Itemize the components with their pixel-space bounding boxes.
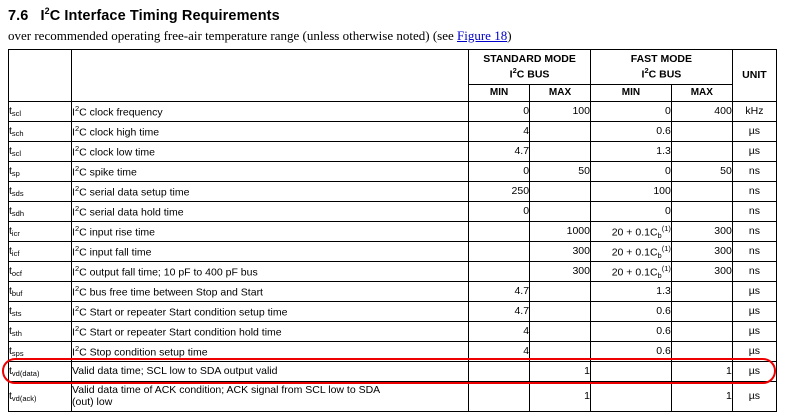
cell-symbol: $t_{sp}$ <box>9 161 72 181</box>
cell-std-min <box>469 241 530 261</box>
standard-mode-line2-pre: I <box>509 68 513 81</box>
subtitle-pre: over recommended operating free-air temperature range (unless otherwise noted) (see <box>8 27 458 43</box>
cell-fast-min: 0 <box>590 101 671 121</box>
cell-unit: ns <box>732 261 776 281</box>
cell-unit: µs <box>732 361 776 381</box>
cell-fast-min: 100 <box>590 181 671 201</box>
fast-mode-line1: FAST MODE <box>630 53 693 66</box>
header-blank-sym <box>9 49 72 101</box>
cell-std-max <box>530 201 591 221</box>
cell-description: $I^2C$ serial data setup time <box>72 181 469 201</box>
cell-symbol: $t_{buf}$ <box>9 281 72 301</box>
section-subtitle <box>8 28 777 44</box>
cell-fast-max <box>671 281 732 301</box>
section-title-post: C Interface Timing Requirements <box>49 7 280 24</box>
cell-std-max <box>530 321 591 341</box>
cell-symbol: $t_{icf}$ <box>9 241 72 261</box>
cell-std-max <box>530 281 591 301</box>
cell-fast-max: 1 <box>671 361 732 381</box>
cell-description: $I^2C$ output fall time; 10 pF to 400 pF bus <box>72 261 469 281</box>
cell-unit: µs <box>732 141 776 161</box>
fast-mode-line2-pre: I <box>641 68 645 81</box>
cell-symbol: $t_{scl}$ <box>9 141 72 161</box>
cell-fast-min: $20 + 0.1C_b^{(1)}$ <box>590 241 671 261</box>
cell-unit: µs <box>732 341 776 361</box>
cell-description: $I^2C$ clock frequency <box>72 101 469 121</box>
timing-requirements-table <box>8 49 777 412</box>
cell-symbol: $t_{ocf}$ <box>9 261 72 281</box>
section-heading <box>8 6 777 24</box>
cell-description: $I^2C$ serial data hold time <box>72 201 469 221</box>
cell-symbol: $t_{sth}$ <box>9 321 72 341</box>
table-row <box>9 121 777 141</box>
table-row <box>9 161 777 181</box>
cell-symbol: $t_{vd(ack)}$ <box>9 381 72 411</box>
cell-fast-min: 0.6 <box>590 341 671 361</box>
cell-symbol: $t_{sps}$ <box>9 341 72 361</box>
cell-unit: µs <box>732 381 776 411</box>
cell-fast-min: 0.6 <box>590 321 671 341</box>
cell-symbol: $t_{vd(data)}$ <box>9 361 72 381</box>
cell-fast-max <box>671 141 732 161</box>
cell-std-max: 1 <box>530 361 591 381</box>
cell-std-max: 1000 <box>530 221 591 241</box>
cell-symbol: $t_{sdh}$ <box>9 201 72 221</box>
table-row <box>9 301 777 321</box>
standard-mode-line1: STANDARD MODE <box>483 53 576 66</box>
cell-std-min: 0 <box>469 101 530 121</box>
cell-std-min: 4.7 <box>469 141 530 161</box>
table-row <box>9 221 777 241</box>
table-row <box>9 321 777 341</box>
cell-fast-min: $20 + 0.1C_b^{(1)}$ <box>590 221 671 241</box>
cell-description: $I^2C$ input fall time <box>72 241 469 261</box>
table-row <box>9 281 777 301</box>
cell-fast-min <box>590 361 671 381</box>
figure-18-link[interactable]: Figure 18 <box>457 27 508 43</box>
cell-fast-min: 1.3 <box>590 141 671 161</box>
table-row <box>9 241 777 261</box>
cell-std-min <box>469 381 530 411</box>
cell-unit: ns <box>732 161 776 181</box>
cell-fast-max: 400 <box>671 101 732 121</box>
table-row-last <box>9 381 777 411</box>
cell-std-min: 4 <box>469 341 530 361</box>
cell-fast-max: 50 <box>671 161 732 181</box>
cell-symbol: $t_{scl}$ <box>9 101 72 121</box>
cell-std-max: 300 <box>530 241 591 261</box>
cell-description: $I^2C$ clock high time <box>72 121 469 141</box>
cell-std-max: 50 <box>530 161 591 181</box>
cell-description: $I^2C$ input rise time <box>72 221 469 241</box>
cell-symbol: $t_{icr}$ <box>9 221 72 241</box>
table-row <box>9 341 777 361</box>
cell-std-max <box>530 121 591 141</box>
cell-std-min: 0 <box>469 161 530 181</box>
cell-symbol: $t_{sts}$ <box>9 301 72 321</box>
cell-std-max: 1 <box>530 381 591 411</box>
header-std-max: MAX <box>530 84 591 101</box>
cell-fast-min: $20 + 0.1C_b^{(1)}$ <box>590 261 671 281</box>
cell-fast-min: 0.6 <box>590 121 671 141</box>
cell-std-max: 100 <box>530 101 591 121</box>
table-row-highlighted <box>9 361 777 381</box>
cell-fast-max <box>671 121 732 141</box>
header-fast-mode <box>590 49 732 84</box>
cell-fast-min <box>590 381 671 411</box>
cell-unit: ns <box>732 221 776 241</box>
header-unit: UNIT <box>732 49 776 101</box>
cell-symbol: $t_{sch}$ <box>9 121 72 141</box>
standard-mode-line2-sup: 2 <box>512 66 517 76</box>
cell-fast-max <box>671 341 732 361</box>
cell-description: Valid data time; SCL low to SDA output valid <box>72 361 469 381</box>
cell-unit: µs <box>732 281 776 301</box>
cell-fast-max <box>671 301 732 321</box>
table-row <box>9 141 777 161</box>
cell-std-min <box>469 221 530 241</box>
cell-fast-max <box>671 321 732 341</box>
cell-fast-min: 0 <box>590 201 671 221</box>
cell-unit: ns <box>732 241 776 261</box>
cell-unit: µs <box>732 121 776 141</box>
cell-std-max <box>530 181 591 201</box>
cell-fast-max: 300 <box>671 241 732 261</box>
cell-description: $I^2C$ Start or repeater Start condition hold time <box>72 321 469 341</box>
cell-fast-max: 300 <box>671 261 732 281</box>
cell-description: $I^2C$ Start or repeater Start condition setup time <box>72 301 469 321</box>
table-body <box>9 101 777 411</box>
header-std-min: MIN <box>469 84 530 101</box>
cell-std-min <box>469 361 530 381</box>
section-title-sup: 2 <box>44 6 50 16</box>
fast-mode-line2-post: C BUS <box>648 68 682 81</box>
header-fast-min: MIN <box>590 84 671 101</box>
cell-description: $I^2C$ spike time <box>72 161 469 181</box>
cell-fast-max <box>671 181 732 201</box>
cell-fast-max: 300 <box>671 221 732 241</box>
cell-std-min: 0 <box>469 201 530 221</box>
cell-std-min: 4 <box>469 321 530 341</box>
cell-description: $I^2C$ bus free time between Stop and Start <box>72 281 469 301</box>
cell-fast-min: 0.6 <box>590 301 671 321</box>
cell-std-max <box>530 141 591 161</box>
cell-std-min <box>469 261 530 281</box>
cell-unit: ns <box>732 181 776 201</box>
table-row <box>9 201 777 221</box>
cell-fast-max <box>671 201 732 221</box>
cell-fast-min: 0 <box>590 161 671 181</box>
fast-mode-line2-sup: 2 <box>644 66 649 76</box>
table-row <box>9 261 777 281</box>
cell-std-min: 250 <box>469 181 530 201</box>
header-standard-mode <box>469 49 591 84</box>
cell-fast-min: 1.3 <box>590 281 671 301</box>
cell-std-min: 4 <box>469 121 530 141</box>
cell-unit: kHz <box>732 101 776 121</box>
cell-description: $I^2C$ clock low time <box>72 141 469 161</box>
header-fast-max: MAX <box>671 84 732 101</box>
cell-unit: µs <box>732 301 776 321</box>
section-number: 7.6 <box>8 7 29 24</box>
section-title-pre: I <box>40 7 45 24</box>
cell-unit: µs <box>732 321 776 341</box>
standard-mode-line2-post: C BUS <box>516 68 550 81</box>
cell-std-min: 4.7 <box>469 301 530 321</box>
cell-std-min: 4.7 <box>469 281 530 301</box>
header-blank-desc <box>72 49 469 101</box>
cell-std-max: 300 <box>530 261 591 281</box>
cell-unit: ns <box>732 201 776 221</box>
cell-symbol: $t_{sds}$ <box>9 181 72 201</box>
subtitle-post: ) <box>507 27 512 43</box>
cell-std-max <box>530 341 591 361</box>
table-row <box>9 181 777 201</box>
cell-std-max <box>530 301 591 321</box>
table-row <box>9 101 777 121</box>
cell-description: $I^2C$ Stop condition setup time <box>72 341 469 361</box>
cell-fast-max: 1 <box>671 381 732 411</box>
cell-description: Valid data time of ACK condition; ACK signal from SCL low to SDA (out) low <box>72 381 469 411</box>
